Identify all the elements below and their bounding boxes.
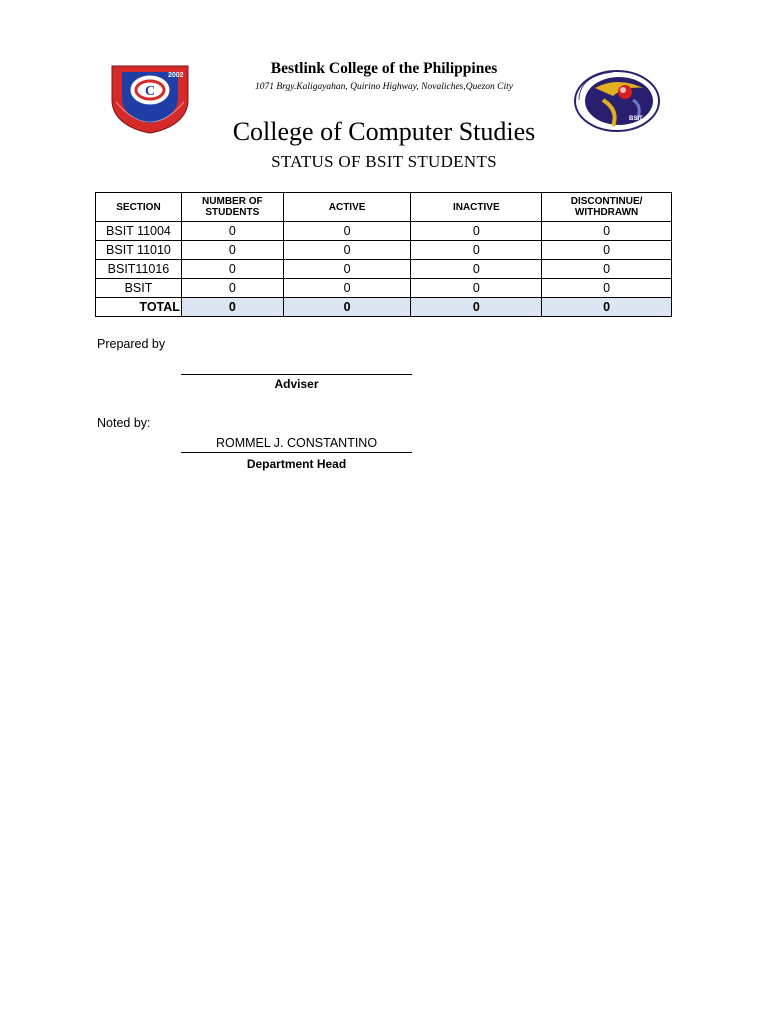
- total-active: 0: [283, 298, 411, 317]
- svg-text:C: C: [145, 84, 156, 99]
- cell-active: 0: [283, 222, 411, 241]
- ccs-seal-icon: [573, 70, 661, 132]
- department-title: College of Computer Studies: [232, 117, 536, 146]
- table-header-row: [96, 193, 672, 222]
- column-header-inactive: INACTIVE: [411, 193, 542, 222]
- cell-discontinued: 0: [542, 279, 672, 298]
- cell-section: BSIT11016: [96, 260, 182, 279]
- adviser-caption: Adviser: [274, 377, 319, 391]
- column-header-discontinue-withdrawn: DISCONTINUE/ WITHDRAWN: [542, 193, 672, 222]
- cell-students: 0: [181, 279, 283, 298]
- department-head-caption: Department Head: [246, 457, 347, 471]
- table-row: [96, 222, 672, 241]
- college-address: 1071 Brgy.Kaligayahan, Quirino Highway, Novaliches,Quezon City: [255, 82, 513, 92]
- cell-inactive: 0: [411, 222, 542, 241]
- column-header-active: ACTIVE: [283, 193, 411, 222]
- department-head-name: ROMMEL J. CONSTANTINO: [215, 436, 378, 450]
- college-name: Bestlink College of the Philippines: [270, 60, 498, 77]
- prepared-by-label: Prepared by: [97, 337, 166, 351]
- adviser-signature-line: [181, 374, 412, 375]
- table-row: [96, 241, 672, 260]
- department-head-signature-line: [181, 452, 412, 453]
- cell-section: BSIT 11004: [96, 222, 182, 241]
- cell-inactive: 0: [411, 260, 542, 279]
- cell-students: 0: [181, 260, 283, 279]
- cell-section: BSIT: [96, 279, 182, 298]
- total-label: TOTAL: [96, 298, 182, 317]
- svg-text:BSIT: BSIT: [629, 116, 643, 122]
- cell-discontinued: 0: [542, 241, 672, 260]
- column-header-section: SECTION: [96, 193, 182, 222]
- table-row: [96, 279, 672, 298]
- cell-discontinued: 0: [542, 260, 672, 279]
- total-row: [96, 298, 672, 317]
- cell-students: 0: [181, 241, 283, 260]
- table-row: [96, 260, 672, 279]
- cell-students: 0: [181, 222, 283, 241]
- report-title: STATUS OF BSIT STUDENTS: [271, 152, 497, 171]
- cell-inactive: 0: [411, 279, 542, 298]
- total-inactive: 0: [411, 298, 542, 317]
- svg-text:2002: 2002: [168, 72, 184, 79]
- cell-active: 0: [283, 241, 411, 260]
- total-students: 0: [181, 298, 283, 317]
- cell-section: BSIT 11010: [96, 241, 182, 260]
- total-discontinued: 0: [542, 298, 672, 317]
- status-table: [95, 192, 672, 317]
- cell-active: 0: [283, 260, 411, 279]
- noted-by-label: Noted by:: [97, 416, 151, 430]
- cell-discontinued: 0: [542, 222, 672, 241]
- cell-active: 0: [283, 279, 411, 298]
- column-header-number-of-students: NUMBER OF STUDENTS: [181, 193, 283, 222]
- cell-inactive: 0: [411, 241, 542, 260]
